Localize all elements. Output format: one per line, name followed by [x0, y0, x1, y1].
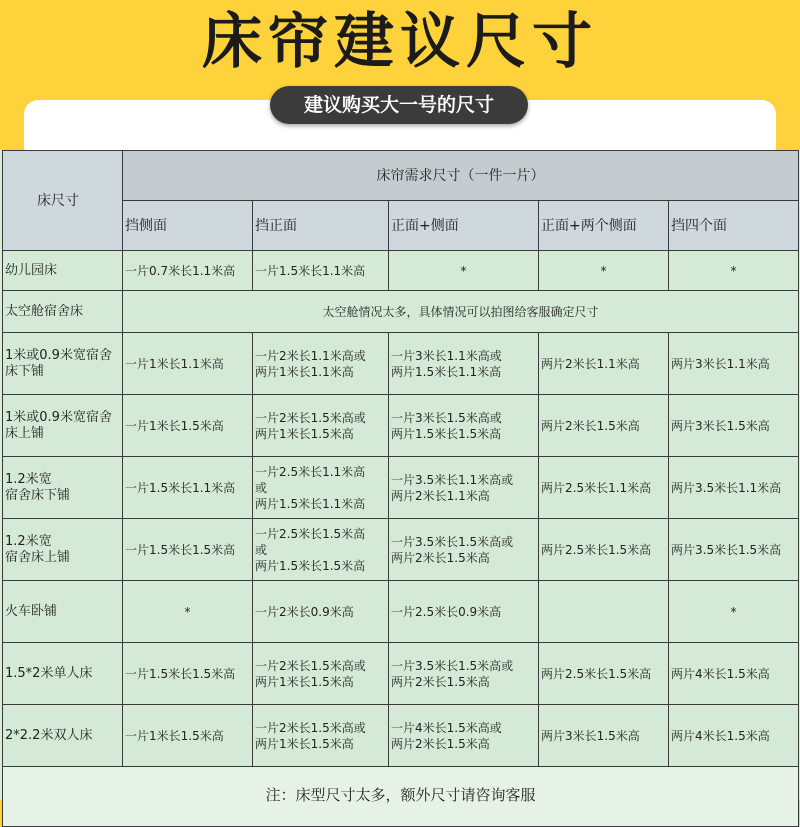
table-cell: 一片2.5米长1.5米高 或 两片1.5米长1.5米高 — [253, 519, 389, 581]
column-header: 挡四个面 — [669, 201, 799, 251]
table-cell: 一片2米长1.5米高或 两片1米长1.5米高 — [253, 395, 389, 457]
table-cell: 两片3.5米长1.5米高 — [669, 519, 799, 581]
table-cell: * — [669, 581, 799, 643]
span-note-cell: 太空舱情况太多，具体情况可以拍图给客服确定尺寸 — [123, 291, 799, 333]
table-cell — [539, 581, 669, 643]
table-cell: 一片2米长1.5米高或 两片1米长1.5米高 — [253, 705, 389, 767]
column-header: 正面+侧面 — [389, 201, 539, 251]
table-cell: 两片3.5米长1.1米高 — [669, 457, 799, 519]
curtain-size-table — [2, 150, 799, 827]
table-cell: 两片4米长1.5米高 — [669, 705, 799, 767]
table-cell: 两片3米长1.5米高 — [539, 705, 669, 767]
table-cell: 一片2米长1.5米高或 两片1米长1.5米高 — [253, 643, 389, 705]
table-row — [3, 705, 799, 767]
table-cell: * — [389, 251, 539, 291]
table-cell: 一片2.5米长1.1米高 或 两片1.5米长1.1米高 — [253, 457, 389, 519]
row-label: 1.5*2米单人床 — [3, 643, 123, 705]
table-cell: 一片1.5米长1.5米高 — [123, 643, 253, 705]
table-cell: 两片3米长1.1米高 — [669, 333, 799, 395]
table-cell: * — [539, 251, 669, 291]
table-cell: 一片2.5米长0.9米高 — [389, 581, 539, 643]
table-cell: * — [669, 251, 799, 291]
table-cell: 一片0.7米长1.1米高 — [123, 251, 253, 291]
table-cell: 两片2.5米长1.1米高 — [539, 457, 669, 519]
table-cell: 一片3米长1.5米高或 两片1.5米长1.5米高 — [389, 395, 539, 457]
table-cell: 一片3.5米长1.5米高或 两片2米长1.5米高 — [389, 519, 539, 581]
table-cell: 一片3米长1.1米高或 两片1.5米长1.1米高 — [389, 333, 539, 395]
table-cell: 一片2米长0.9米高 — [253, 581, 389, 643]
group-header: 床帘需求尺寸（一件一片） — [123, 151, 799, 201]
table-cell: 一片3.5米长1.1米高或 两片2米长1.1米高 — [389, 457, 539, 519]
table-cell: 一片1.5米长1.5米高 — [123, 519, 253, 581]
corner-header: 床尺寸 — [3, 151, 123, 251]
table-row — [3, 251, 799, 291]
size-table-container — [0, 150, 800, 804]
row-label: 2*2.2米双人床 — [3, 705, 123, 767]
table-cell: 一片1米长1.5米高 — [123, 705, 253, 767]
row-label: 1.2米宽 宿舍床上铺 — [3, 519, 123, 581]
footer-note: 注：床型尺寸太多，额外尺寸请咨询客服 — [3, 767, 799, 827]
table-cell: 一片1米长1.1米高 — [123, 333, 253, 395]
table-cell: 一片1.5米长1.1米高 — [253, 251, 389, 291]
row-label: 1.2米宽 宿舍床下铺 — [3, 457, 123, 519]
recommendation-badge: 建议购买大一号的尺寸 — [270, 86, 528, 124]
table-cell: 两片2.5米长1.5米高 — [539, 519, 669, 581]
table-cell: 两片4米长1.5米高 — [669, 643, 799, 705]
table-row — [3, 519, 799, 581]
table-row — [3, 291, 799, 333]
column-header: 正面+两个侧面 — [539, 201, 669, 251]
table-cell: 一片2米长1.1米高或 两片1米长1.1米高 — [253, 333, 389, 395]
table-cell: 两片2.5米长1.5米高 — [539, 643, 669, 705]
table-cell: 一片4米长1.5米高或 两片2米长1.5米高 — [389, 705, 539, 767]
column-header: 挡侧面 — [123, 201, 253, 251]
row-label: 1米或0.9米宽宿舍 床上铺 — [3, 395, 123, 457]
row-label: 1米或0.9米宽宿舍 床下铺 — [3, 333, 123, 395]
table-cell: 一片1.5米长1.1米高 — [123, 457, 253, 519]
row-label: 太空舱宿舍床 — [3, 291, 123, 333]
table-row — [3, 581, 799, 643]
column-header: 挡正面 — [253, 201, 389, 251]
table-cell: 一片3.5米长1.5米高或 两片2米长1.5米高 — [389, 643, 539, 705]
table-cell: 两片2米长1.1米高 — [539, 333, 669, 395]
table-row — [3, 643, 799, 705]
table-row — [3, 333, 799, 395]
row-label: 幼儿园床 — [3, 251, 123, 291]
page-title: 床帘建议尺寸 — [202, 7, 598, 77]
row-label: 火车卧铺 — [3, 581, 123, 643]
table-cell: * — [123, 581, 253, 643]
table-cell: 两片2米长1.5米高 — [539, 395, 669, 457]
table-cell: 一片1米长1.5米高 — [123, 395, 253, 457]
table-row — [3, 457, 799, 519]
table-row — [3, 395, 799, 457]
table-cell: 两片3米长1.5米高 — [669, 395, 799, 457]
